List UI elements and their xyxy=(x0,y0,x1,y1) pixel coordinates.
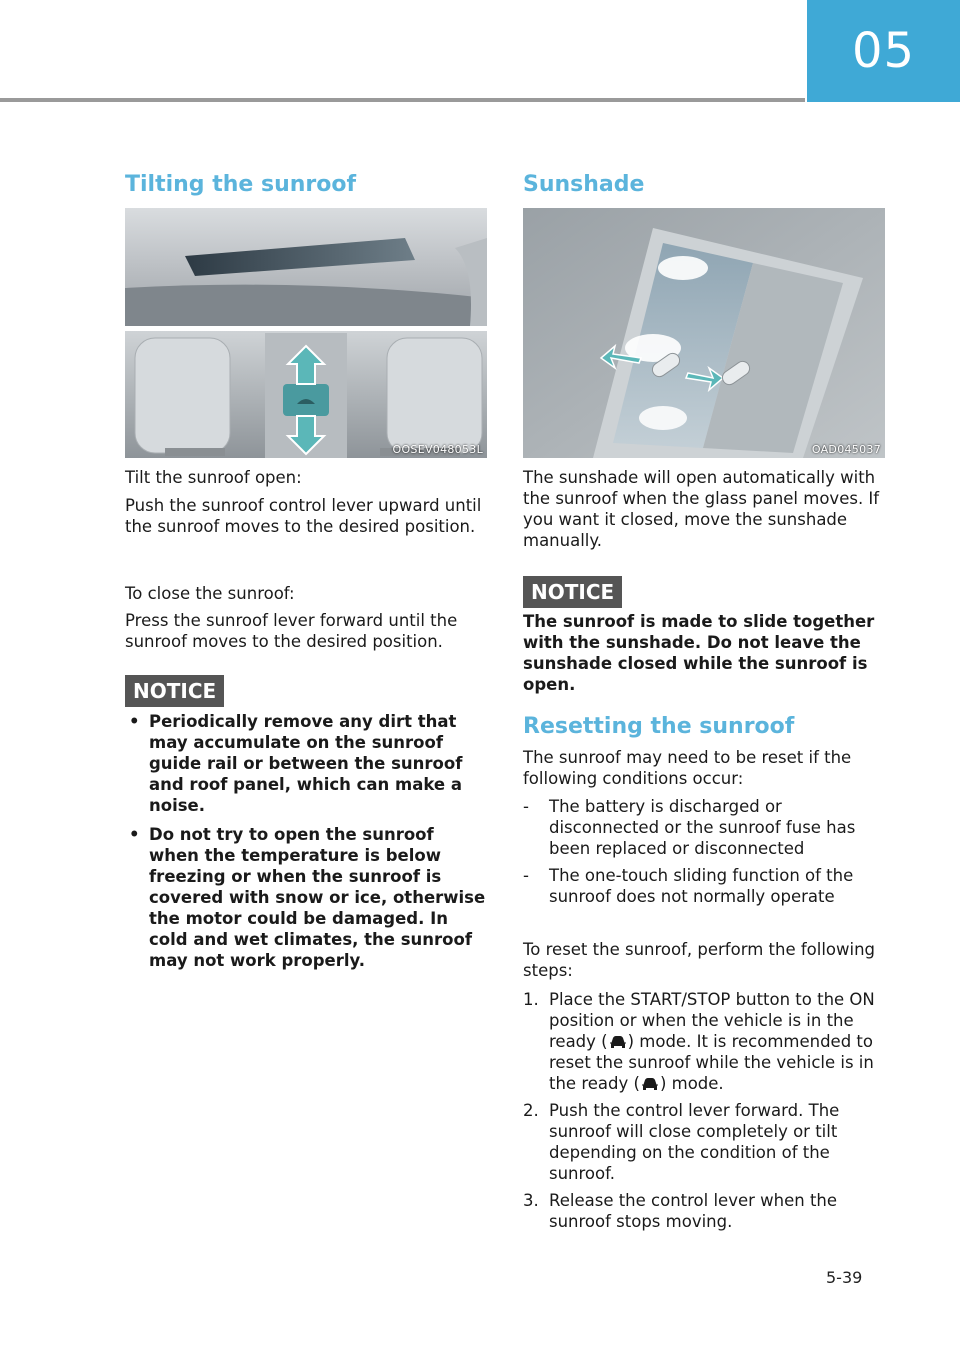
ready-car-icon xyxy=(608,1034,628,1050)
list-item: - The one-touch sliding function of the sunroof does not normally operate xyxy=(523,866,854,906)
figure-code: OAD045037 xyxy=(811,443,881,456)
sunroof-tilt-figure xyxy=(125,208,487,458)
tilt-open-instruction: Push the sunroof control lever upward until the sunroof moves to the desired position. xyxy=(125,496,482,536)
list-item: 2. Push the control lever forward. The sunroof will close completely or tilt depending on the condition of the sunroof. xyxy=(523,1101,840,1183)
header-rule xyxy=(0,98,805,102)
sunshade-notice-text: The sunroof is made to slide together with the sunshade. Do not leave the sunshade closed while the sunroof is open. xyxy=(523,612,875,694)
conditions-list xyxy=(523,796,885,913)
close-instruction: Press the sunroof lever forward until the sunroof moves to the desired position. xyxy=(125,611,458,651)
page-number: 5-39 xyxy=(826,1268,863,1287)
notice-list xyxy=(125,711,487,979)
list-item: 3. Release the control lever when the sunroof stops moving. xyxy=(523,1191,838,1231)
list-item: • Periodically remove any dirt that may accumulate on the sunroof guide rail or between the sunroof and roof panel, which can make a noise. xyxy=(129,712,463,815)
steps-intro: To reset the sunroof, perform the following steps: xyxy=(523,940,876,980)
chapter-tab: 05 xyxy=(807,0,960,102)
sunshade-title: Sunshade xyxy=(523,172,645,197)
sunshade-figure xyxy=(523,208,885,458)
tilt-open-label: Tilt the sunroof open: xyxy=(125,468,302,487)
sunshade-illustration xyxy=(523,208,885,458)
sunroof-tilt-illustration xyxy=(125,208,487,458)
figure-code: OOSEV048053L xyxy=(392,443,483,456)
list-item: • Do not try to open the sunroof when the temperature is below freezing or when the sunroof is covered with snow or ice, otherwise the motor could be damaged. In cold and wet climates, the sunroof may not work properly. xyxy=(129,825,486,970)
ready-car-icon xyxy=(640,1076,660,1092)
steps-list xyxy=(523,989,885,1238)
list-item: - The battery is discharged or disconnected or the sunroof fuse has been replaced or disconnected xyxy=(523,797,856,858)
tilting-title: Tilting the sunroof xyxy=(125,172,357,197)
list-item: 1. Place the START/STOP button to the ON position or when the vehicle is in the ready ( ) mode. It is recommended to reset the sunroof while the vehicle is in the ready ( ) mode. xyxy=(523,990,875,1093)
reset-intro: The sunroof may need to be reset if the following conditions occur: xyxy=(523,748,852,788)
notice-badge: NOTICE xyxy=(523,576,622,608)
close-label: To close the sunroof: xyxy=(125,584,295,603)
resetting-title: Resetting the sunroof xyxy=(523,714,795,739)
sunshade-description: The sunshade will open automatically with the sunroof when the glass panel moves. If you want it closed, move the sunshade manually. xyxy=(523,468,880,550)
notice-badge: NOTICE xyxy=(125,675,224,707)
